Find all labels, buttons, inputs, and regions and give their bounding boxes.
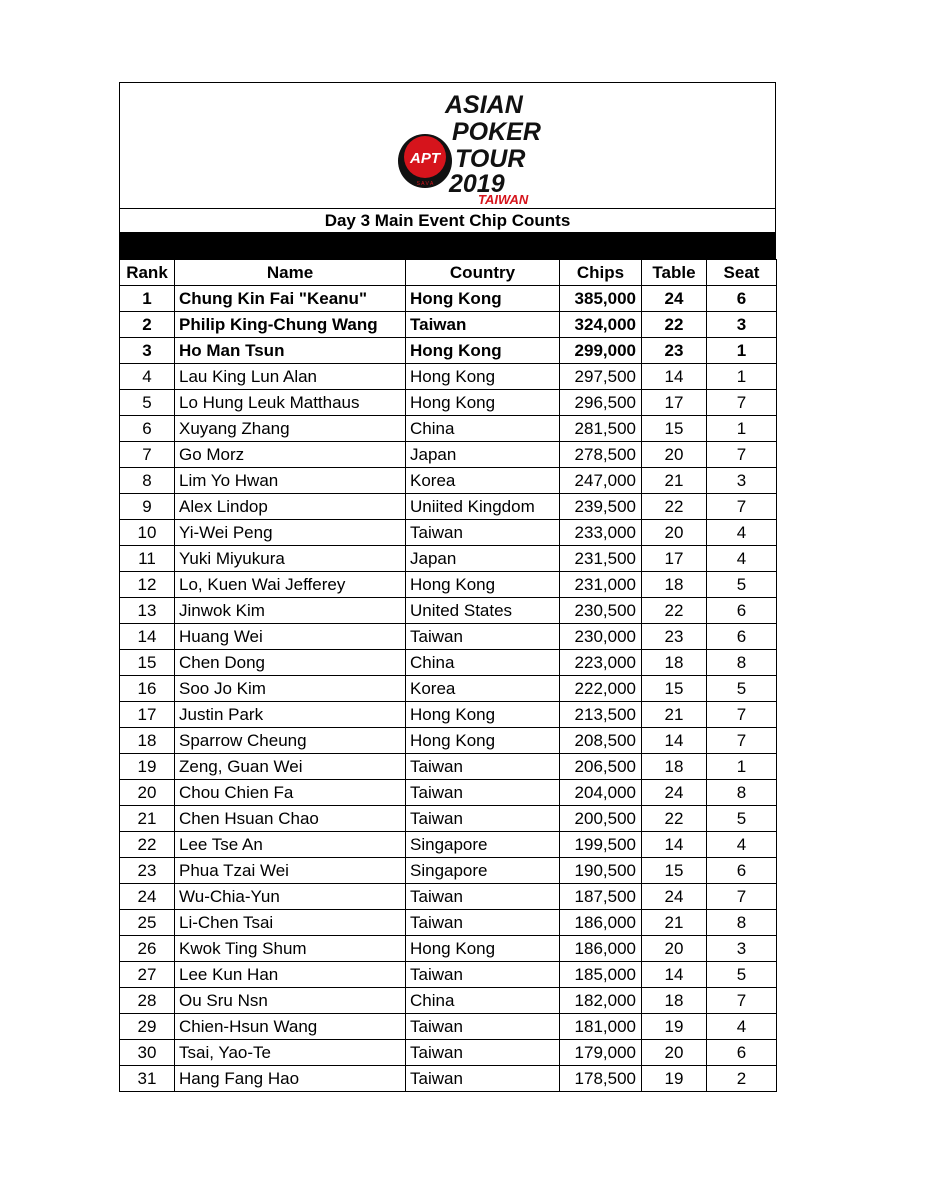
cell-seat: 6	[707, 1040, 777, 1066]
cell-chips: 213,500	[560, 702, 642, 728]
cell-country: Taiwan	[406, 624, 560, 650]
cell-rank: 15	[120, 650, 175, 676]
table-row	[120, 936, 777, 962]
cell-rank: 22	[120, 832, 175, 858]
cell-chips: 233,000	[560, 520, 642, 546]
cell-table: 19	[642, 1014, 707, 1040]
cell-rank: 20	[120, 780, 175, 806]
cell-name: Li-Chen Tsai	[175, 910, 406, 936]
cell-name: Jinwok Kim	[175, 598, 406, 624]
cell-chips: 179,000	[560, 1040, 642, 1066]
cell-seat: 3	[707, 468, 777, 494]
cell-seat: 6	[707, 286, 777, 312]
cell-chips: 200,500	[560, 806, 642, 832]
cell-seat: 8	[707, 780, 777, 806]
cell-seat: 5	[707, 806, 777, 832]
cell-country: Hong Kong	[406, 728, 560, 754]
table-row	[120, 520, 777, 546]
cell-chips: 190,500	[560, 858, 642, 884]
cell-table: 14	[642, 962, 707, 988]
cell-country: Hong Kong	[406, 702, 560, 728]
cell-rank: 5	[120, 390, 175, 416]
cell-chips: 281,500	[560, 416, 642, 442]
cell-name: Lo Hung Leuk Matthaus	[175, 390, 406, 416]
cell-table: 22	[642, 598, 707, 624]
cell-rank: 9	[120, 494, 175, 520]
cell-table: 14	[642, 364, 707, 390]
table-row	[120, 650, 777, 676]
cell-chips: 187,500	[560, 884, 642, 910]
cell-country: Japan	[406, 546, 560, 572]
cell-chips: 185,000	[560, 962, 642, 988]
cell-country: Taiwan	[406, 962, 560, 988]
cell-seat: 8	[707, 910, 777, 936]
cell-seat: 3	[707, 936, 777, 962]
apt-badge-text: APT	[410, 150, 440, 167]
header-country: Country	[406, 260, 560, 286]
cell-chips: 206,500	[560, 754, 642, 780]
cell-table: 17	[642, 390, 707, 416]
cell-name: Wu-Chia-Yun	[175, 884, 406, 910]
table-row	[120, 910, 777, 936]
cell-rank: 25	[120, 910, 175, 936]
cell-country: Taiwan	[406, 520, 560, 546]
logo-location: TAIWAN	[478, 192, 529, 205]
cell-seat: 1	[707, 338, 777, 364]
cell-country: Taiwan	[406, 1014, 560, 1040]
cell-country: Hong Kong	[406, 390, 560, 416]
table-row	[120, 468, 777, 494]
cell-table: 22	[642, 312, 707, 338]
cell-country: Japan	[406, 442, 560, 468]
table-row	[120, 338, 777, 364]
cell-table: 21	[642, 702, 707, 728]
table-row	[120, 442, 777, 468]
table-body	[120, 286, 777, 1092]
cell-name: Ou Sru Nsn	[175, 988, 406, 1014]
cell-table: 21	[642, 910, 707, 936]
table-row	[120, 494, 777, 520]
cell-rank: 16	[120, 676, 175, 702]
cell-seat: 7	[707, 442, 777, 468]
cell-table: 14	[642, 728, 707, 754]
logo-line-tour: TOUR	[455, 145, 526, 173]
cell-table: 14	[642, 832, 707, 858]
cell-rank: 21	[120, 806, 175, 832]
logo-line-poker: POKER	[452, 118, 541, 146]
cell-seat: 8	[707, 650, 777, 676]
cell-seat: 7	[707, 494, 777, 520]
cell-country: Korea	[406, 676, 560, 702]
cell-seat: 1	[707, 364, 777, 390]
cell-rank: 28	[120, 988, 175, 1014]
cell-country: Taiwan	[406, 1066, 560, 1092]
table-row	[120, 1040, 777, 1066]
table-row	[120, 884, 777, 910]
cell-name: Go Morz	[175, 442, 406, 468]
table-row	[120, 728, 777, 754]
cell-chips: 247,000	[560, 468, 642, 494]
cell-country: Taiwan	[406, 754, 560, 780]
cell-table: 15	[642, 416, 707, 442]
cell-rank: 2	[120, 312, 175, 338]
cell-name: Xuyang Zhang	[175, 416, 406, 442]
cell-chips: 231,500	[560, 546, 642, 572]
cell-name: Chung Kin Fai "Keanu"	[175, 286, 406, 312]
cell-name: Lim Yo Hwan	[175, 468, 406, 494]
cell-name: Tsai, Yao-Te	[175, 1040, 406, 1066]
cell-name: Chou Chien Fa	[175, 780, 406, 806]
cell-seat: 5	[707, 962, 777, 988]
table-row	[120, 312, 777, 338]
logo-header	[119, 82, 776, 208]
cell-name: Lee Kun Han	[175, 962, 406, 988]
table-row	[120, 702, 777, 728]
cell-name: Alex Lindop	[175, 494, 406, 520]
cell-seat: 7	[707, 728, 777, 754]
cell-rank: 27	[120, 962, 175, 988]
cell-country: Taiwan	[406, 910, 560, 936]
cell-chips: 208,500	[560, 728, 642, 754]
cell-seat: 1	[707, 416, 777, 442]
cell-chips: 231,000	[560, 572, 642, 598]
cell-seat: 1	[707, 754, 777, 780]
table-row	[120, 572, 777, 598]
cell-name: Justin Park	[175, 702, 406, 728]
cell-country: Hong Kong	[406, 572, 560, 598]
cell-chips: 222,000	[560, 676, 642, 702]
cell-chips: 278,500	[560, 442, 642, 468]
cell-country: Taiwan	[406, 884, 560, 910]
cell-rank: 3	[120, 338, 175, 364]
cell-rank: 6	[120, 416, 175, 442]
cell-country: Taiwan	[406, 1040, 560, 1066]
cell-name: Zeng, Guan Wei	[175, 754, 406, 780]
cell-chips: 186,000	[560, 936, 642, 962]
cell-seat: 5	[707, 676, 777, 702]
cell-country: Singapore	[406, 858, 560, 884]
cell-seat: 7	[707, 390, 777, 416]
cell-rank: 29	[120, 1014, 175, 1040]
table-row	[120, 1014, 777, 1040]
cell-chips: 199,500	[560, 832, 642, 858]
black-divider-bar	[119, 233, 776, 259]
apt-badge-subtext: S A V A	[416, 181, 434, 187]
cell-chips: 182,000	[560, 988, 642, 1014]
cell-table: 18	[642, 650, 707, 676]
cell-name: Ho Man Tsun	[175, 338, 406, 364]
table-row	[120, 1066, 777, 1092]
table-row	[120, 390, 777, 416]
cell-chips: 324,000	[560, 312, 642, 338]
cell-country: Taiwan	[406, 806, 560, 832]
cell-seat: 6	[707, 598, 777, 624]
table-row	[120, 416, 777, 442]
cell-country: Taiwan	[406, 312, 560, 338]
cell-seat: 7	[707, 988, 777, 1014]
cell-rank: 1	[120, 286, 175, 312]
cell-chips: 299,000	[560, 338, 642, 364]
logo-line-asian: ASIAN	[445, 91, 523, 119]
cell-rank: 12	[120, 572, 175, 598]
cell-country: Hong Kong	[406, 338, 560, 364]
cell-name: Soo Jo Kim	[175, 676, 406, 702]
cell-rank: 30	[120, 1040, 175, 1066]
cell-rank: 4	[120, 364, 175, 390]
logo-line-year: 2019	[449, 170, 505, 198]
cell-table: 20	[642, 936, 707, 962]
cell-country: United States	[406, 598, 560, 624]
cell-chips: 239,500	[560, 494, 642, 520]
cell-rank: 18	[120, 728, 175, 754]
cell-table: 18	[642, 988, 707, 1014]
cell-seat: 4	[707, 1014, 777, 1040]
cell-name: Yuki Miyukura	[175, 546, 406, 572]
cell-rank: 11	[120, 546, 175, 572]
cell-country: Hong Kong	[406, 936, 560, 962]
cell-chips: 181,000	[560, 1014, 642, 1040]
cell-name: Huang Wei	[175, 624, 406, 650]
cell-seat: 6	[707, 858, 777, 884]
cell-name: Hang Fang Hao	[175, 1066, 406, 1092]
cell-seat: 6	[707, 624, 777, 650]
cell-table: 24	[642, 884, 707, 910]
cell-name: Chien-Hsun Wang	[175, 1014, 406, 1040]
cell-seat: 4	[707, 520, 777, 546]
cell-chips: 297,500	[560, 364, 642, 390]
chip-count-sheet	[119, 82, 776, 1092]
cell-table: 23	[642, 624, 707, 650]
table-row	[120, 858, 777, 884]
cell-country: Uniited Kingdom	[406, 494, 560, 520]
cell-country: Hong Kong	[406, 286, 560, 312]
header-rank: Rank	[120, 260, 175, 286]
page-title: Day 3 Main Event Chip Counts	[119, 208, 776, 233]
cell-rank: 24	[120, 884, 175, 910]
chip-count-table	[119, 259, 777, 1092]
cell-rank: 13	[120, 598, 175, 624]
header-name: Name	[175, 260, 406, 286]
cell-country: China	[406, 988, 560, 1014]
cell-table: 20	[642, 520, 707, 546]
header-seat: Seat	[707, 260, 777, 286]
table-row	[120, 624, 777, 650]
cell-rank: 26	[120, 936, 175, 962]
cell-seat: 4	[707, 832, 777, 858]
cell-country: China	[406, 650, 560, 676]
table-row	[120, 962, 777, 988]
cell-chips: 204,000	[560, 780, 642, 806]
cell-table: 18	[642, 754, 707, 780]
cell-name: Sparrow Cheung	[175, 728, 406, 754]
cell-table: 22	[642, 806, 707, 832]
header-table: Table	[642, 260, 707, 286]
cell-rank: 19	[120, 754, 175, 780]
table-row	[120, 754, 777, 780]
cell-name: Lee Tse An	[175, 832, 406, 858]
cell-table: 15	[642, 676, 707, 702]
table-row	[120, 832, 777, 858]
cell-name: Phua Tzai Wei	[175, 858, 406, 884]
cell-country: Taiwan	[406, 780, 560, 806]
table-header-row	[120, 260, 777, 286]
cell-name: Philip King-Chung Wang	[175, 312, 406, 338]
cell-country: China	[406, 416, 560, 442]
table-row	[120, 676, 777, 702]
cell-chips: 186,000	[560, 910, 642, 936]
cell-chips: 230,000	[560, 624, 642, 650]
cell-table: 22	[642, 494, 707, 520]
cell-name: Lo, Kuen Wai Jefferey	[175, 572, 406, 598]
cell-seat: 5	[707, 572, 777, 598]
cell-chips: 385,000	[560, 286, 642, 312]
cell-table: 18	[642, 572, 707, 598]
cell-name: Lau King Lun Alan	[175, 364, 406, 390]
cell-seat: 4	[707, 546, 777, 572]
cell-rank: 10	[120, 520, 175, 546]
cell-name: Chen Dong	[175, 650, 406, 676]
cell-table: 15	[642, 858, 707, 884]
table-row	[120, 806, 777, 832]
cell-table: 24	[642, 780, 707, 806]
apt-badge	[398, 134, 452, 188]
cell-seat: 7	[707, 702, 777, 728]
cell-name: Chen Hsuan Chao	[175, 806, 406, 832]
table-row	[120, 546, 777, 572]
cell-chips: 230,500	[560, 598, 642, 624]
cell-table: 21	[642, 468, 707, 494]
cell-rank: 31	[120, 1066, 175, 1092]
table-row	[120, 364, 777, 390]
cell-rank: 17	[120, 702, 175, 728]
cell-rank: 14	[120, 624, 175, 650]
cell-rank: 8	[120, 468, 175, 494]
table-row	[120, 286, 777, 312]
table-row	[120, 598, 777, 624]
cell-rank: 23	[120, 858, 175, 884]
cell-chips: 296,500	[560, 390, 642, 416]
cell-table: 19	[642, 1066, 707, 1092]
cell-name: Kwok Ting Shum	[175, 936, 406, 962]
cell-seat: 3	[707, 312, 777, 338]
cell-table: 20	[642, 1040, 707, 1066]
cell-table: 20	[642, 442, 707, 468]
table-row	[120, 780, 777, 806]
cell-seat: 7	[707, 884, 777, 910]
cell-table: 24	[642, 286, 707, 312]
header-chips: Chips	[560, 260, 642, 286]
cell-seat: 2	[707, 1066, 777, 1092]
cell-name: Yi-Wei Peng	[175, 520, 406, 546]
cell-chips: 178,500	[560, 1066, 642, 1092]
asian-poker-tour-logo	[395, 89, 565, 205]
cell-country: Korea	[406, 468, 560, 494]
cell-chips: 223,000	[560, 650, 642, 676]
cell-country: Hong Kong	[406, 364, 560, 390]
cell-country: Singapore	[406, 832, 560, 858]
table-row	[120, 988, 777, 1014]
cell-table: 17	[642, 546, 707, 572]
cell-table: 23	[642, 338, 707, 364]
cell-rank: 7	[120, 442, 175, 468]
